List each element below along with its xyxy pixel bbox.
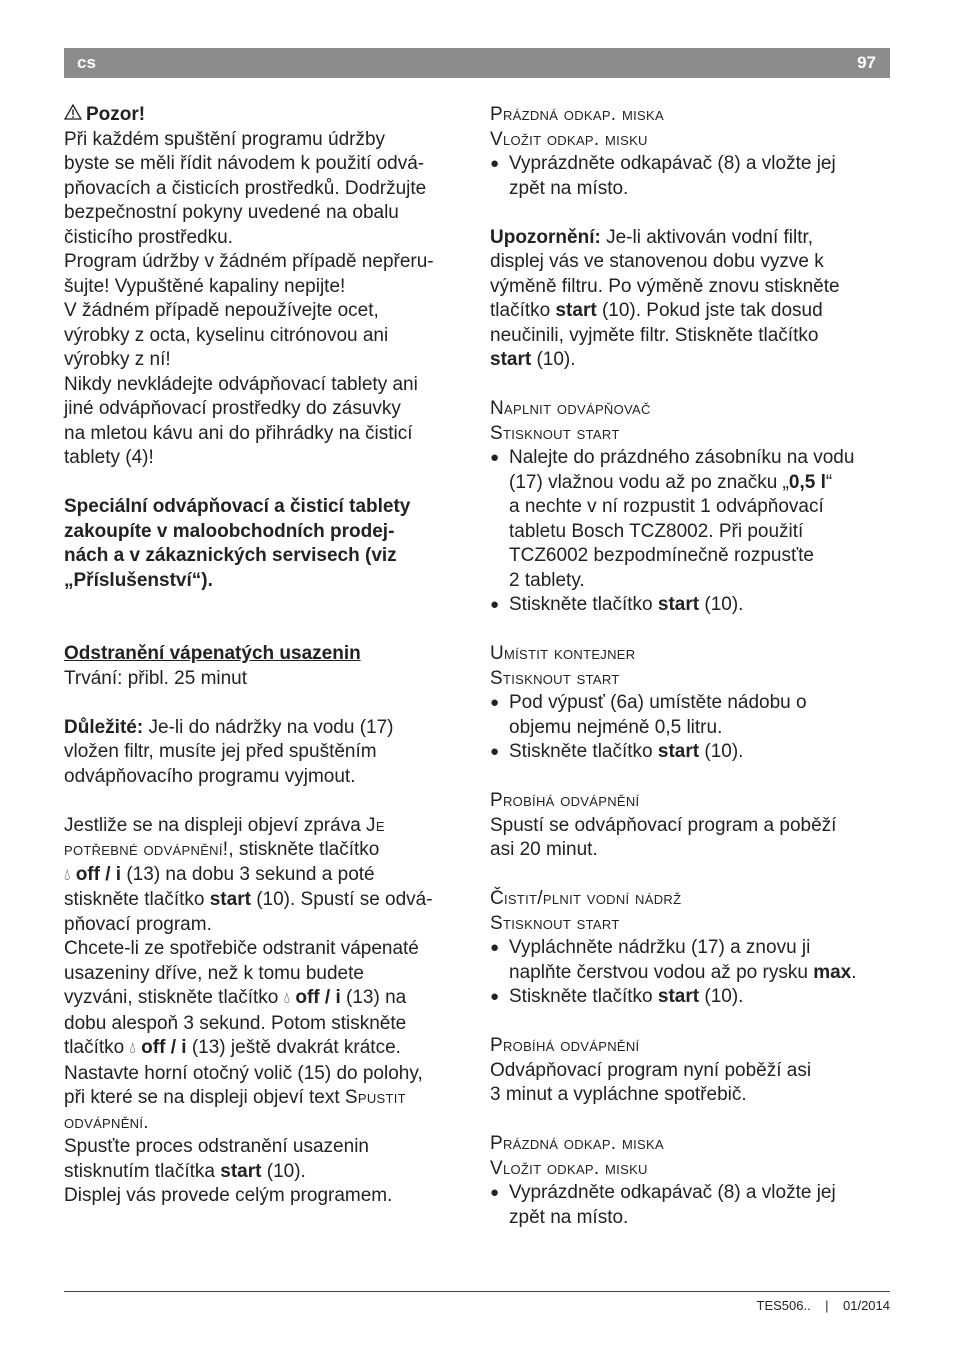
list-item: ● Vyprázdněte odkapávač (8) a vložte jej (490, 152, 890, 177)
warning-heading: Pozor! (64, 103, 466, 128)
descale-drop-icon: 💧︎ (64, 866, 71, 884)
display-message: Probíhá odvápnění (490, 1035, 640, 1056)
warning-text: Při každém spuštění programu údržby byste se měli řídit návodem k použití odvá- pňovacích a čisticích prostředků. Dodržujte bezpečnostní pokyny uvedené na obalu čisticího prostředku. Program údržby v žádném případě nepřeru- šujte! Vypuštěné kapaliny nepijte! V žádném případě nepoužívejte ocet, výrobky z octa, kyselinu citrónovou ani výrobky z ní! Nikdy nevkládejte odvápňovací tablety ani jiné odvápňovací prostředky do zásuvky na mletou kávu ani do přihrádky na čisticí tablety (4)! (64, 128, 434, 468)
list-item: ● Stiskněte tlačítko start (10). (490, 985, 890, 1010)
list-item: ● Vypláchněte nádržku (17) a znovu ji (490, 936, 890, 961)
right-column: Prázdná odkap. miska Vložit odkap. misku ● Vyprázdněte odkapávač (8) a vložte jej zpět na místo. Upozornění: Je-li aktivován vodní filtr, displej vás ve stanovenou dobu vyzve k výměně filtru. Po výměně znovu stiskněte tlačítko start (10). Pokud jste tak dosud neučinili, vyjměte filtr. Stiskněte tlačítko start (10). Naplnit odvápňovač Stisknout start ● Nalejte do prázdného zásobníku na vodu (17) vlažnou vodu až po značku „0,5 l“ a nechte v ní rozpustit 1 odvápňovací tabletu Bosch TCZ8002. Při použití TCZ6002 bezpodmínečně rozpusťte 2 tablety. ● Stiskněte tlačítko start (10). Umístit kontejner Stisknout start ● Pod výpusť (6a) umístěte nádobu o objemu nejméně 0,5 litru. ● Stiskněte tlačítko start (10). Probíhá odvápnění Spustí se odvápňovací program a poběží asi 20 minut. Čistit/plnit vodní nádrž Stisknout start ● Vypláchněte nádržku (17) a znovu ji naplňte čerstvou vodou až po rysku max. ● Stiskněte tlačítko start (10). Probíhá odvápnění Odvápňovací program nyní poběží asi 3 minut a vypláchne spotřebič. Prázdná odkap. miska Vložit odkap. misku ● Vyprázdněte odkapávač (8) a vložte jej zpět na místo. (490, 103, 890, 1230)
list-item: ● Stiskněte tlačítko start (10). (490, 740, 890, 765)
warning-triangle-icon (64, 103, 86, 128)
descale-drop-icon: 💧︎ (283, 990, 291, 1007)
duration: Trvání: přibl. 25 minut (64, 667, 248, 689)
footer-divider (64, 1291, 890, 1292)
footer-date: 01/2014 (843, 1298, 890, 1313)
important-note: Důležité: Je-li do nádržky na vodu (17) vložen filtr, musíte jej před spuštěním odvápňovacího programu vyjmout. (64, 716, 394, 787)
language-code: cs (77, 53, 96, 72)
footer-separator: | (825, 1298, 829, 1313)
list-item: ● Pod výpusť (6a) umístěte nádobu o (490, 691, 890, 716)
list-item: ● Vyprázdněte odkapávač (8) a vložte jej (490, 1181, 890, 1206)
descale-instructions: Jestliže se na displeji objeví zpráva Je potřebné odvápnění!, stiskněte tlačítko 💧︎ off / i (13) na dobu 3 sekund a poté stiskněte tlačítko start (10). Spustí se odvá- pňovací program. Chcete-li ze spotřebiče odstranit vápenaté usazeniny dříve, než k tomu budete vyzváni, stiskněte tlačítko 💧︎ off / i (13) na dobu alespoň 3 sekund. Potom stiskněte tlačítko 💧︎ off / i (13) ještě dvakrát krátce. Nastavte horní otočný volič (15) do polohy, při které se na displeji objeví text Spustit odvápnění. Spusťte proces odstranění usazenin stisknutím tlačítka start (10). Displej vás provede celým programem. (64, 814, 433, 1206)
display-message: Naplnit odvápňovač (490, 398, 651, 419)
display-message: Umístit kontejner (490, 643, 636, 664)
header-bar (64, 48, 890, 78)
display-message: Probíhá odvápnění (490, 790, 640, 811)
descale-drop-icon: 💧︎ (129, 1040, 136, 1057)
section-title: Odstranění vápenatých usazenin (64, 643, 361, 664)
left-column (64, 103, 466, 1209)
display-message: Čistit/plnit vodní nádrž (490, 888, 682, 909)
page-number: 97 (857, 53, 876, 72)
display-message: Vložit odkap. misku (490, 128, 648, 150)
display-message: Prázdná odkap. miska (490, 104, 664, 125)
special-tablets-note: Speciální odvápňovací a čisticí tablety zakoupíte v maloobchodních prodej- nách a v zákaznických servisech (viz „Příslušenství“). (64, 496, 411, 591)
display-message: Stisknout start (490, 912, 620, 934)
display-message: Stisknout start (490, 422, 620, 444)
model-number: TES506.. (756, 1298, 811, 1313)
display-message: Prázdná odkap. miska (490, 1133, 664, 1154)
list-item: ● Nalejte do prázdného zásobníku na vodu (17) vlažnou vodu až po značku „0,5 l“ a nechte v ní rozpustit 1 odvápňovací tabletu Bosch TCZ8002. Při použití TCZ6002 bezpodmínečně rozpusťte 2 tablety. (490, 446, 890, 593)
filter-note: Upozornění: Je-li aktivován vodní filtr, displej vás ve stanovenou dobu vyzve k výměně filtru. Po výměně znovu stiskněte tlačítko start (10). Pokud jste tak dosud neučinili, vyjměte filtr. Stiskněte tlačítko start (10). (490, 226, 840, 370)
list-item: ● Stiskněte tlačítko start (10). (490, 593, 890, 618)
footer (757, 1297, 891, 1315)
display-message: Stisknout start (490, 667, 620, 689)
display-message: Vložit odkap. misku (490, 1157, 648, 1179)
